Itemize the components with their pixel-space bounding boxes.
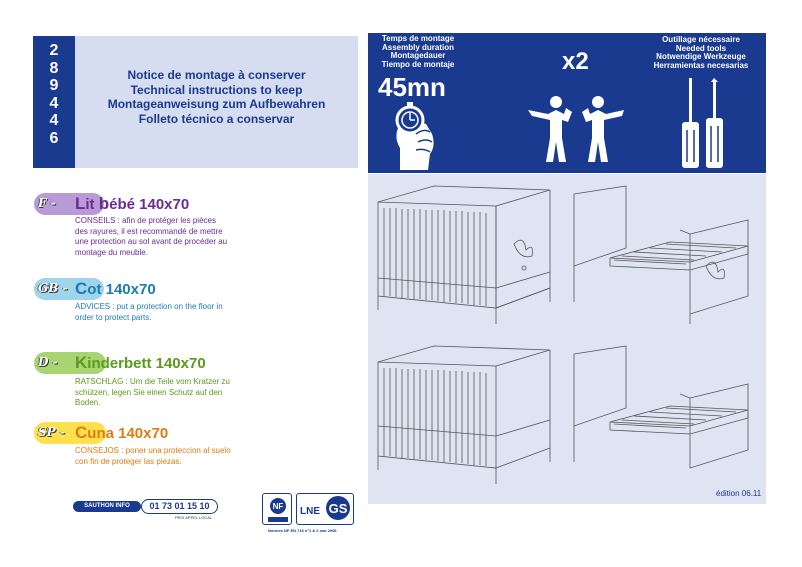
- duration-label-fr: Temps de montage: [381, 34, 455, 43]
- language-code: F -: [38, 196, 56, 210]
- people-count: x2: [562, 48, 589, 75]
- advice-line: une protection au sol avant de procéder au: [75, 237, 228, 246]
- duration-label-en: Assembly duration: [381, 42, 454, 52]
- lne-gs-logo: [296, 493, 354, 525]
- assembly-advice: [75, 302, 223, 323]
- product-code-digit: 4: [49, 94, 59, 112]
- product-title-part: it: [85, 196, 99, 213]
- product-title-part: K: [75, 353, 88, 372]
- assembly-advice: [75, 377, 230, 409]
- two-people-icon: [526, 94, 626, 164]
- product-title-part: 140x70: [139, 196, 190, 213]
- lne-logo-text: LNE: [300, 506, 320, 517]
- stopwatch-hand-icon: [386, 98, 442, 170]
- advice-line: Boden.: [75, 398, 101, 407]
- product-code-digit: 8: [49, 59, 59, 77]
- advice-line: schützen, legen Sie einen Schutz auf den: [75, 387, 223, 397]
- duration-label-de: Montagedauer: [390, 51, 446, 61]
- product-code-strip: [33, 36, 75, 168]
- product-title: [75, 279, 156, 299]
- advice-line: CONSEILS : afin de protéger les pièces: [75, 216, 216, 225]
- product-title: [75, 423, 168, 443]
- screwdrivers-icon: [676, 78, 736, 170]
- tools-labels: [636, 36, 766, 71]
- advice-line: des rayures, il est recommandé de mettre: [75, 226, 223, 236]
- header-title-box: [75, 36, 358, 168]
- advice-line: ADVICES : put a protection on the floor in: [75, 302, 223, 311]
- title-line-en: Technical instructions to keep: [130, 82, 303, 97]
- sauthon-phone: 01 73 01 15 10: [141, 499, 218, 514]
- title-line-fr: Notice de montage à conserver: [127, 68, 306, 82]
- edition-label: édition 06.11: [716, 489, 762, 498]
- product-code-digit: 2: [49, 42, 59, 59]
- advice-line: CONSEJOS : poner una proteccion al suelo: [75, 446, 231, 455]
- advice-line: RATSCHLAG : Um die Teile vom Kratzer zu: [75, 377, 230, 386]
- language-code: D -: [38, 355, 58, 369]
- sauthon-info-label: SAUTHON INFO: [73, 501, 141, 512]
- title-line-es: Folleto técnico a conservar: [138, 111, 295, 126]
- norms-text: Normes NF EN 716 n°1 & 2 mai 2008: [268, 528, 337, 533]
- gs-logo-text: GS: [328, 501, 348, 516]
- crib-drawing-low: [374, 344, 562, 486]
- product-title-part: ébé: [109, 196, 140, 213]
- tools-label-fr: Outillage nécessaire: [662, 35, 740, 44]
- nf-logo: [262, 493, 292, 525]
- toddler-bed-drawing-low: [570, 344, 760, 474]
- nf-logo-text: NF: [272, 502, 284, 511]
- language-code: SP -: [38, 425, 65, 439]
- product-code-digit: 9: [49, 77, 59, 95]
- product-title-part: C: [75, 423, 88, 442]
- advice-line: con fin de proteger las piezas.: [75, 456, 182, 466]
- product-title: [75, 353, 206, 373]
- duration-labels: [373, 35, 463, 70]
- language-code: GB -: [38, 281, 68, 295]
- product-title-part: b: [98, 194, 110, 213]
- tools-label-en: Needed tools: [675, 43, 727, 53]
- product-title-part: inderbett 140x70: [87, 355, 206, 372]
- assembly-advice: [75, 446, 231, 467]
- duration-label-es: Tiempo de montaje: [381, 60, 455, 70]
- crib-drawing: [374, 184, 562, 326]
- product-title-part: L: [75, 194, 86, 213]
- advice-line: montage du meuble.: [75, 247, 148, 257]
- product-title-part: una 140x70: [87, 425, 169, 442]
- tools-label-es: Herramientas necesarias: [653, 61, 749, 71]
- product-title-part: ot 140x70: [87, 281, 156, 298]
- product-code-digit: 6: [49, 129, 59, 147]
- product-code-digit: 4: [49, 112, 59, 130]
- toddler-bed-drawing: [570, 184, 760, 326]
- product-title: [75, 194, 189, 214]
- tools-label-de: Notwendige Werkzeuge: [656, 52, 746, 62]
- product-title-part: C: [75, 279, 88, 298]
- duration-value: 45mn: [378, 72, 446, 102]
- assembly-advice: [75, 216, 227, 258]
- advice-line: order to protect parts.: [75, 312, 152, 322]
- title-line-de: Montageanweisung zum Aufbewahren: [107, 97, 326, 112]
- call-price-note: PRIX APPEL LOCAL: [175, 515, 213, 520]
